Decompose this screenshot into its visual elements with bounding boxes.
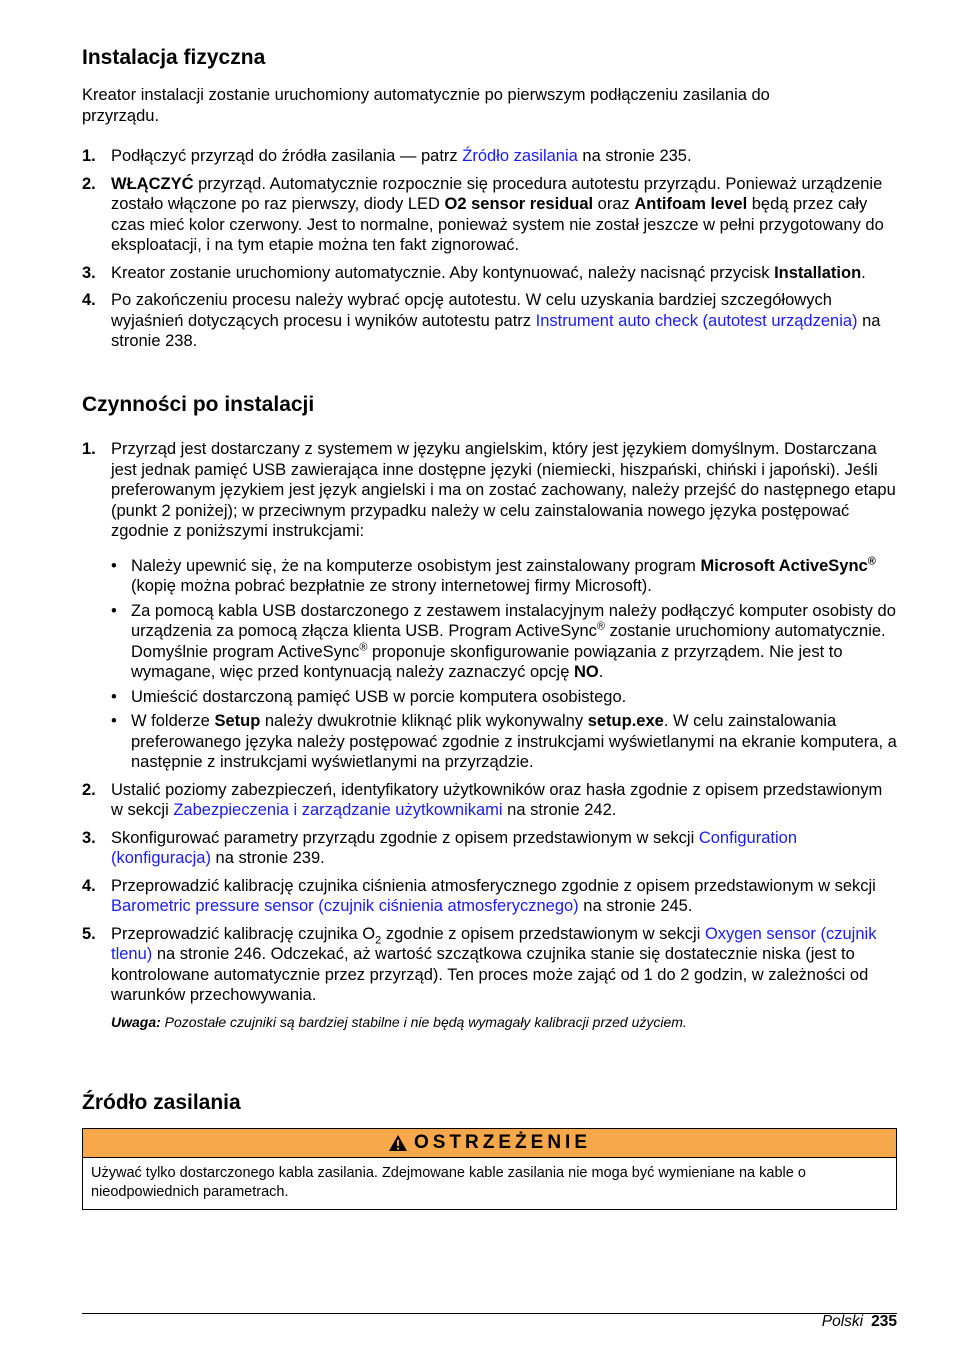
list-item: 5. Przeprowadzić kalibrację czujnika $O_2$ zgodnie z opisem przedstawionym w sekcji Oxygen sensor (czujnik tlenu) na stronie 246. Odczekać, aż wartość szczątkowa czujnika stanie się dostatecznie niska (jest to kontrolowane automatycznie przez przyrząd). Ten proces może zająć od 1 do 2 godzin, w zależności od warunków przechowywania. Uwaga: Pozostałe czujniki są bardziej stabilne i nie będą wymagały kalibracji przed użyciem. bbox=[82, 924, 897, 1033]
bullet-item: • W folderze Setup należy dwukrotnie kliknąć plik wykonywalny setup.exe. W celu zainstalowania preferowanego języka należy postępować zgodnie z instrukcjami wyświetlanymi na ekranie komputera, a następnie z instrukcjami wyświetlanymi na przyrządzie. bbox=[111, 712, 897, 771]
post-installation-steps bbox=[82, 439, 897, 1039]
installation-steps bbox=[82, 146, 897, 359]
warning-box bbox=[82, 1128, 897, 1210]
link-oxygen-sensor[interactable]: Oxygen sensor (czujnik tlenu) bbox=[111, 924, 877, 963]
page-number: 235 bbox=[871, 1313, 897, 1330]
intro-paragraph: Kreator instalacji zostanie uruchomiony automatycznie po pierwszym podłączeniu zasilania do przyrządu. bbox=[82, 86, 770, 125]
footer-divider bbox=[82, 1313, 897, 1314]
note: Uwaga: Pozostałe czujniki są bardziej stabilne i nie będą wymagały kalibracji przed użyciem. bbox=[111, 1013, 687, 1030]
list-item: 2. WŁĄCZYĆ przyrząd. Automatycznie rozpocznie się procedura autotestu przyrządu. Ponieważ urządzenie zostało włączone po raz pierwszy, diody LED O2 sensor residual oraz Antifoam level będą przez cały czas mieć kolor czerwony. Jest to normalne, ponieważ system nie został jeszcze w pełni przygotowany do eksploatacji, i na tym etapie można ten fakt zignorować. bbox=[82, 174, 884, 254]
list-item: 4. Po zakończeniu procesu należy wybrać opcję autotestu. W celu uzyskania bardziej szczegółowych wyjaśnień dotyczących procesu i wyników autotestu patrz Instrument auto check (autotest urządzenia) na stronie 238. bbox=[82, 291, 881, 350]
warning-text: Używać tylko dostarczonego kabla zasilania. Zdejmowane kable zasilania nie moga być wymieniane na kable o nieodpowiednich parametrach. bbox=[91, 1165, 806, 1200]
section-title-installation: Instalacja fizyczna bbox=[82, 46, 266, 69]
section-title-post-installation: Czynności po instalacji bbox=[82, 393, 315, 416]
list-item: 3. Skonfigurować parametry przyrządu zgodnie z opisem przedstawionym w sekcji Configuration (konfiguracja) na stronie 239. bbox=[82, 828, 797, 867]
warning-title: OSTRZEŻENIE bbox=[413, 1132, 591, 1153]
list-item: 1. Przyrząd jest dostarczany z systemem w języku angielskim, który jest językiem domyślnym. Dostarczana jest jednak pamięć USB zawierająca inne dostępne języki (niemiecki, hiszpański, chiński i japoński). Jeśli preferowanym językiem jest język angielski i ma on zostać zachowany, należy przejść do następnego etapu (punkt 2 poniżej); w przeciwnym przypadku należy w celu zainstalowania nowego języka postępować zgodnie z poniższymi instrukcjami: • Należy upewnić się, że na komputerze osobistym jest zainstalowany program Microsoft ActiveSync® (kopię można pobrać bezpłatnie ze strony internetowej firmy Microsoft). • Za pomocą kabla USB dostarczonego z zestawem instalacyjnym należy podłączyć komputer osobisty do urządzenia za pomocą złącza klienta USB. Program ActiveSync® zostanie uruchomiony automatycznie. Domyślnie program ActiveSync® proponuje skonfigurowanie powiązania z przyrządem. Nie jest to wymagane, więc przed kontynuacją należy zaznaczyć opcję NO. • Umieścić dostarczoną pamięć USB w porcie komputera osobistego. • W folderze Setup należy dwukrotnie kliknąć plik wykonywalny setup.exe. W celu zainstalowania preferowanego języka należy postępować zgodnie z instrukcjami wyświetlanymi na ekranie komputera, a następnie z instrukcjami wyświetlanymi na przyrządzie. bbox=[82, 440, 897, 771]
warning-header bbox=[83, 1129, 896, 1158]
list-item: 4. Przeprowadzić kalibrację czujnika ciśnienia atmosferycznego zgodnie z opisem przedstawionym w sekcji Barometric pressure sensor (czujnik ciśnienia atmosferycznego) na stronie 245. bbox=[82, 876, 876, 915]
list-item: 3. Kreator zostanie uruchomiony automatycznie. Aby kontynuować, należy nacisnąć przycisk Installation. bbox=[82, 263, 866, 282]
link-security[interactable]: Zabezpieczenia i zarządzanie użytkownikami bbox=[173, 801, 503, 819]
footer bbox=[822, 1313, 897, 1331]
bullet-item: • Umieścić dostarczoną pamięć USB w porcie komputera osobistego. bbox=[111, 687, 627, 706]
link-instrument-auto-check[interactable]: Instrument auto check (autotest urządzenia) bbox=[535, 311, 858, 330]
footer-language: Polski bbox=[821, 1313, 864, 1330]
section-title-power-source: Źródło zasilania bbox=[82, 1091, 241, 1114]
list-item: 2. Ustalić poziomy zabezpieczeń, identyfikatory użytkowników oraz hasła zgodnie z opisem przedstawionym w sekcji Zabezpieczenia i zarządzanie użytkownikami na stronie 242. bbox=[82, 780, 883, 819]
bullet-list bbox=[111, 556, 897, 773]
list-item: 1. Podłączyć przyrząd do źródła zasilania — patrz Źródło zasilania na stronie 235. bbox=[82, 147, 692, 165]
link-power-source[interactable]: Źródło zasilania bbox=[462, 147, 578, 165]
bullet-item: • Za pomocą kabla USB dostarczonego z zestawem instalacyjnym należy podłączyć komputer osobisty do urządzenia za pomocą złącza klienta USB. Program ActiveSync® zostanie uruchomiony automatycznie. Domyślnie program ActiveSync® proponuje skonfigurowanie powiązania z przyrządem. Nie jest to wymagane, więc przed kontynuacją należy zaznaczyć opcję NO. bbox=[111, 601, 896, 681]
link-configuration[interactable]: Configuration (konfiguracja) bbox=[111, 828, 797, 867]
warning-icon bbox=[388, 1134, 408, 1152]
bullet-item: • Należy upewnić się, że na komputerze osobistym jest zainstalowany program Microsoft ActiveSync® (kopię można pobrać bezpłatnie ze strony internetowej firmy Microsoft). bbox=[111, 555, 876, 595]
link-barometric-sensor[interactable]: Barometric pressure sensor (czujnik ciśnienia atmosferycznego) bbox=[111, 897, 579, 915]
